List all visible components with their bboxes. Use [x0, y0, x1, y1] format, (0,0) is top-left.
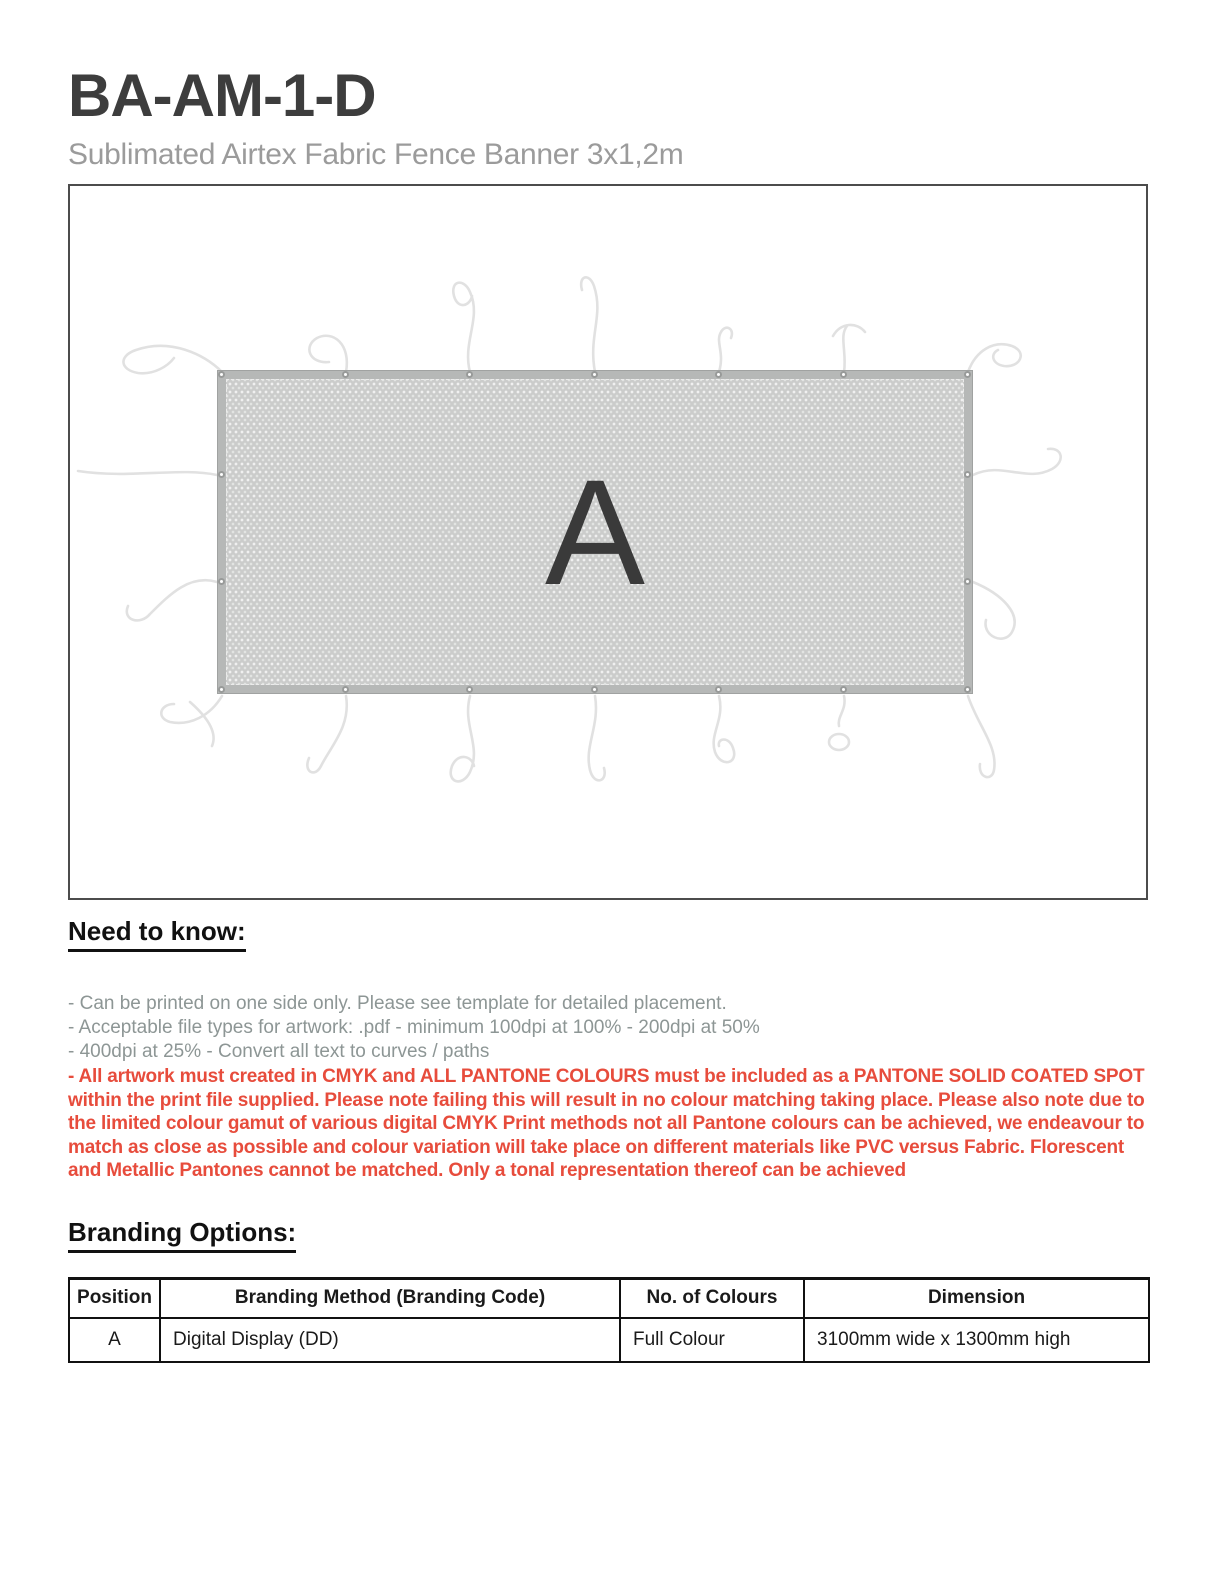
tie-string	[719, 328, 732, 372]
col-header-dimension: Dimension	[804, 1278, 1149, 1318]
tie-string	[829, 696, 849, 750]
col-header-method: Branding Method (Branding Code)	[160, 1278, 620, 1318]
grommet-eyelet	[466, 371, 473, 378]
tie-string	[123, 346, 222, 373]
banner-position-letter: A	[544, 448, 646, 616]
tie-string	[968, 696, 995, 777]
grommet-eyelet	[964, 471, 971, 478]
tie-string	[307, 696, 346, 772]
table-header-row	[69, 1278, 1149, 1318]
tie-string	[127, 580, 217, 620]
page-title: BA-AM-1-D	[68, 62, 376, 129]
tie-string	[78, 471, 217, 475]
grommet-eyelet	[715, 686, 722, 693]
banner-mesh-texture	[226, 379, 964, 685]
grommet-eyelet	[964, 686, 971, 693]
tie-string	[581, 277, 597, 372]
tie-string	[973, 449, 1061, 475]
tie-string	[589, 696, 605, 780]
grommet-eyelet	[840, 371, 847, 378]
cell-dimension: 3100mm wide x 1300mm high	[804, 1318, 1149, 1362]
note-line: - Can be printed on one side only. Please see template for detailed placement.	[68, 993, 727, 1014]
grommet-eyelet	[218, 686, 225, 693]
fence-banner-graphic	[217, 370, 973, 694]
tie-string	[973, 582, 1015, 639]
note-line: - 400dpi at 25% - Convert all text to curves / paths	[68, 1041, 490, 1062]
branding-options-table	[68, 1277, 1150, 1364]
tie-string	[968, 344, 1021, 372]
note-line: - Acceptable file types for artwork: .pdf - minimum 100dpi at 100% - 200dpi at 50%	[68, 1017, 760, 1038]
pantone-warning-text: - All artwork must created in CMYK and ALL PANTONE COLOURS must be included as a PANTONE SOLID COATED SPOT within the print file supplied. Please note failing this will result in no colour matching taking place. Please also note due to the limited colour gamut of various digital CMYK Print methods not all Pantone colours can be achieved, we endeavour to match as close as possible and colour variation will take place on different materials like PVC versus Fabric. Florescent and Metallic Pantones cannot be matched. Only a tonal representation thereof can be achieved	[68, 1066, 1145, 1181]
grommet-eyelet	[342, 371, 349, 378]
table-row	[69, 1318, 1149, 1362]
branding-options-heading: Branding Options:	[68, 1217, 296, 1253]
grommet-eyelet	[218, 578, 225, 585]
tie-string	[833, 325, 865, 372]
grommet-eyelet	[218, 371, 225, 378]
need-to-know-notes	[68, 992, 1148, 1064]
tie-string	[451, 696, 474, 781]
grommet-eyelet	[715, 371, 722, 378]
cell-colours: Full Colour	[620, 1318, 804, 1362]
grommet-eyelet	[964, 371, 971, 378]
tie-string	[309, 336, 346, 372]
page-subtitle: Sublimated Airtex Fabric Fence Banner 3x1,2m	[68, 138, 684, 171]
col-header-colours: No. of Colours	[620, 1278, 804, 1318]
grommet-eyelet	[591, 371, 598, 378]
grommet-eyelet	[840, 686, 847, 693]
banner-illustration-frame	[68, 184, 1148, 900]
cell-position: A	[69, 1318, 160, 1362]
tie-string	[453, 283, 474, 372]
grommet-eyelet	[591, 686, 598, 693]
col-header-position: Position	[69, 1278, 160, 1318]
grommet-eyelet	[342, 686, 349, 693]
need-to-know-heading: Need to know:	[68, 916, 246, 952]
tie-string	[161, 696, 222, 746]
grommet-eyelet	[218, 471, 225, 478]
grommet-eyelet	[466, 686, 473, 693]
cell-method: Digital Display (DD)	[160, 1318, 620, 1362]
tie-string	[714, 696, 735, 762]
grommet-eyelet	[964, 578, 971, 585]
